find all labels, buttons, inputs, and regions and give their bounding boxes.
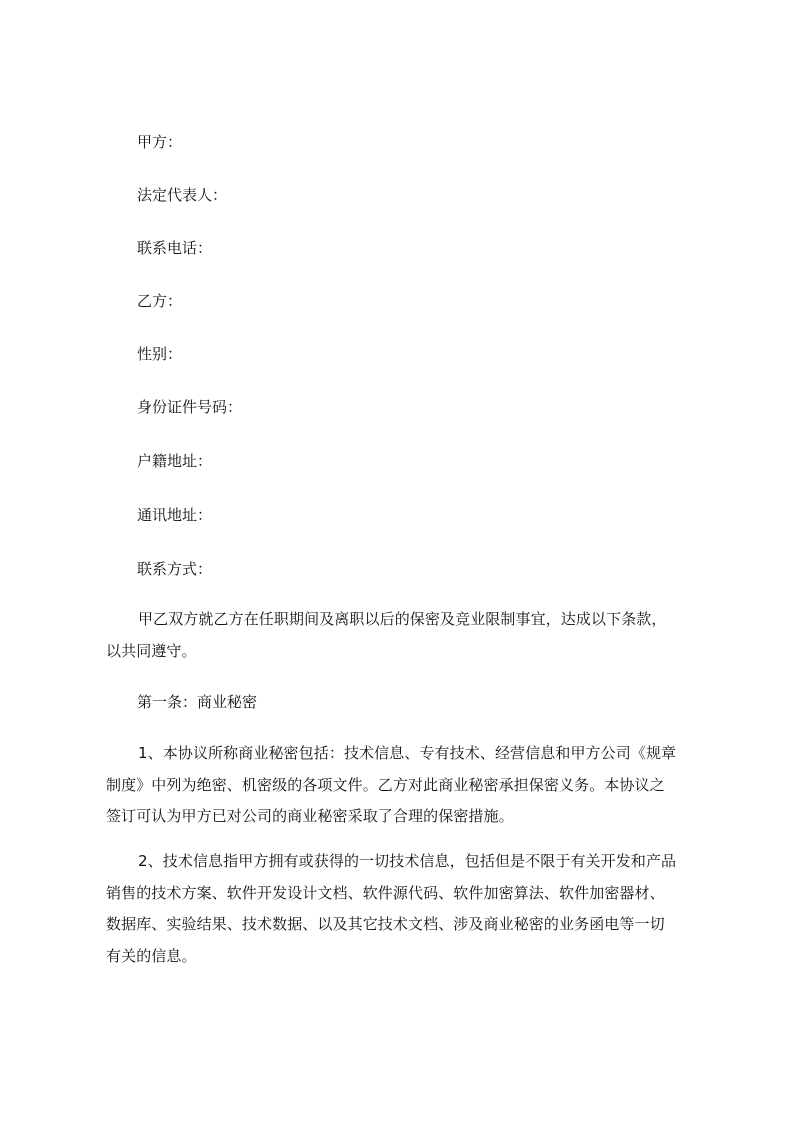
clause-2-line-2: 销售的技术方案、软件开发设计文档、软件源代码、软件加密算法、软件加密器材、: [106, 883, 665, 902]
clause-2-line-1: 2、技术信息指甲方拥有或获得的一切技术信息，包括但是不限于有关开发和产品: [138, 852, 677, 870]
article-1-title: 第一条：商业秘密: [137, 693, 258, 711]
contact-phone-label: 联系电话：: [137, 239, 213, 257]
household-address-label: 户籍地址：: [137, 452, 213, 470]
mailing-address-label: 通讯地址：: [137, 506, 213, 524]
intro-line-2: 以共同遵守。: [106, 641, 197, 660]
intro-line-1: 甲乙双方就乙方在任职期间及离职以后的保密及竞业限制事宜，达成以下条款，: [138, 610, 667, 628]
clause-2-line-4: 有关的信息。: [106, 946, 197, 965]
legal-representative-label: 法定代表人：: [137, 186, 228, 204]
clause-2-line-3: 数据库、实验结果、技术数据、以及其它技术文档、涉及商业秘密的业务函电等一切: [106, 915, 665, 933]
party-b-label: 乙方：: [137, 292, 183, 310]
gender-label: 性别：: [137, 345, 183, 363]
clause-1-line-1: 1、本协议所称商业秘密包括：技术信息、专有技术、经营信息和甲方公司《规章: [138, 744, 677, 762]
id-number-label: 身份证件号码：: [137, 398, 243, 416]
clause-1-line-2: 制度》中列为绝密、机密级的各项文件。乙方对此商业秘密承担保密义务。本协议之: [106, 775, 665, 794]
clause-1-paragraph: [106, 738, 706, 833]
clause-1-line-3: 签订可认为甲方已对公司的商业秘密采取了合理的保密措施。: [106, 807, 514, 825]
clause-2-paragraph: [106, 846, 706, 972]
intro-paragraph: [106, 604, 706, 667]
party-a-label: 甲方：: [137, 133, 183, 151]
contact-method-label: 联系方式：: [137, 560, 213, 578]
